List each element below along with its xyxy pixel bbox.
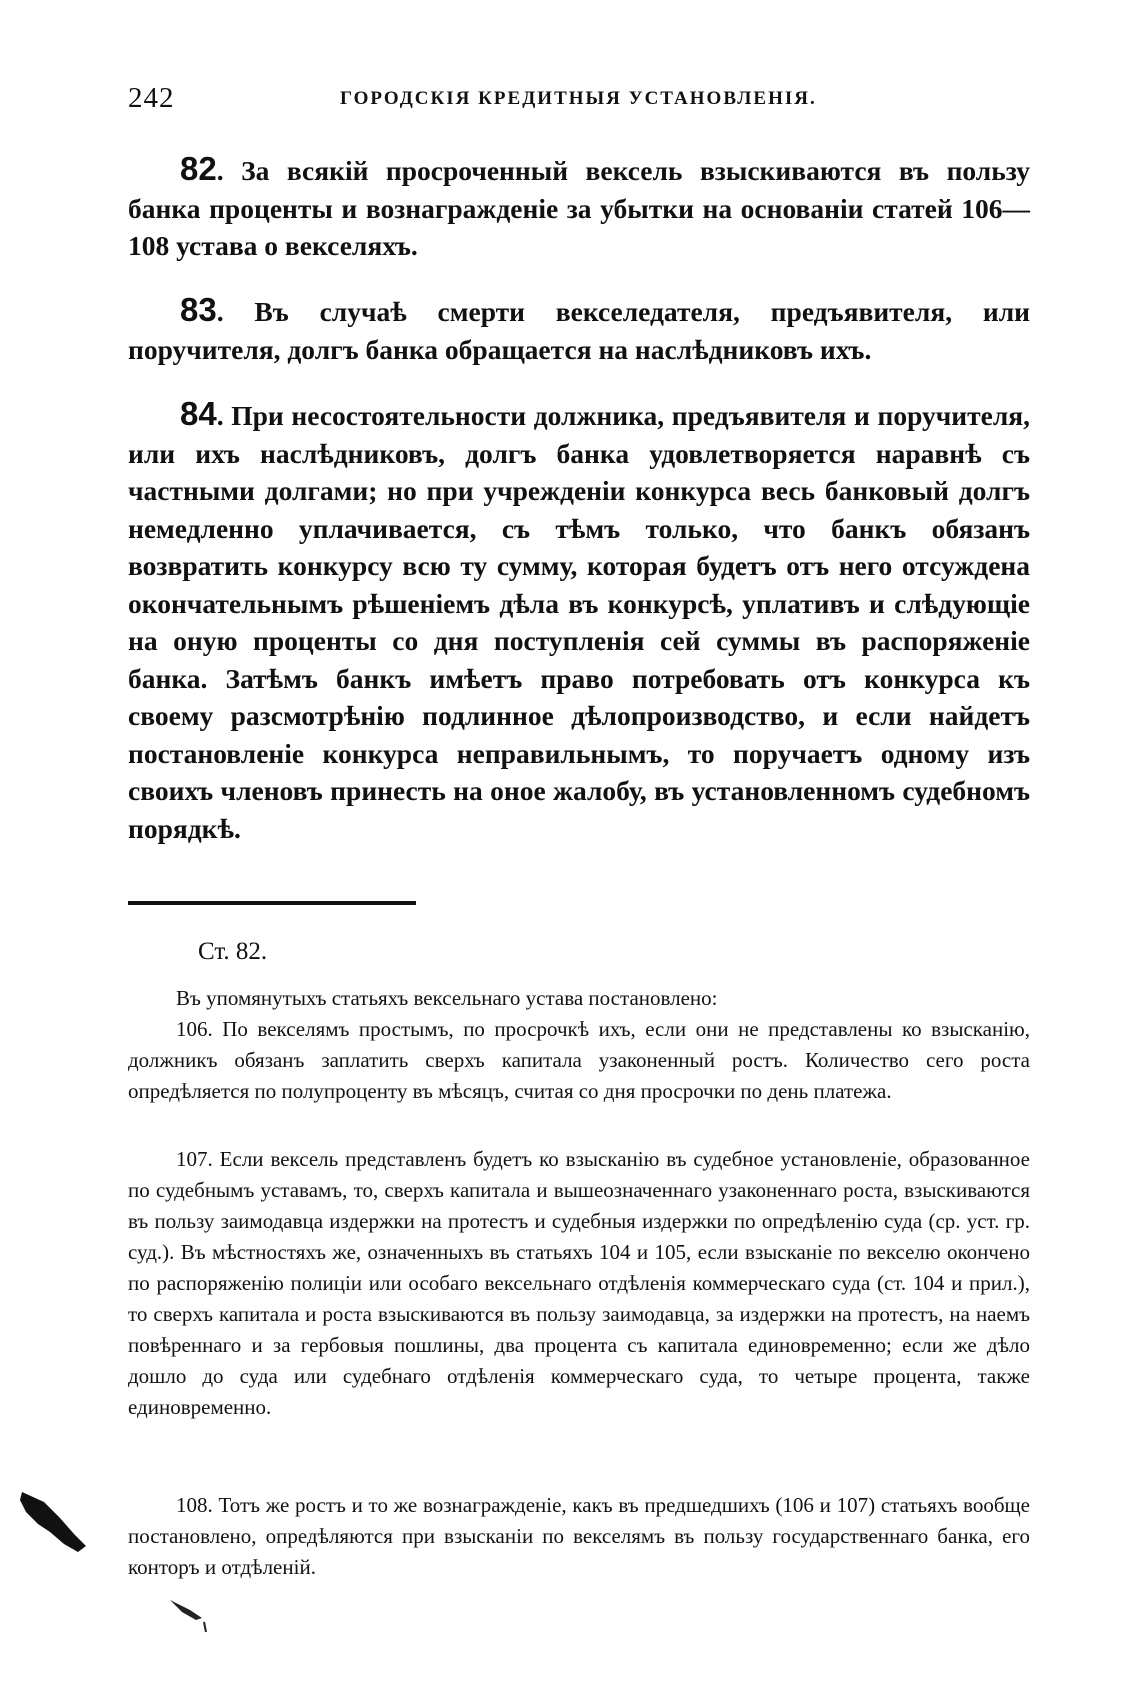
article-text: При несостоятельности должника, предъявителя и поручителя, или ихъ наслѣдниковъ, долгъ банка удовлетворяется наравнѣ съ частными долгами; но при учрежденіи конкурса весь банковый долгъ немедленно уплачивается, съ тѣмъ только, что банкъ обязанъ возвратить конкурсу всю ту сумму, которая будетъ отъ него отсуждена окончательнымъ рѣшеніемъ дѣла въ конкурсѣ, уплативъ и слѣдующіе на оную проценты со дня поступленія сей суммы въ распоряженіе банка. Затѣмъ банкъ имѣетъ право потребовать отъ конкурса къ своему разсмотрѣнію подлинное дѣлопроизводство, и если найдетъ постановленіе конкурса неправильнымъ, то поручаетъ одному изъ своихъ членовъ принесть на оное жалобу, въ установленномъ судебномъ порядкѣ. [128,400,1030,844]
article-text: Въ случаѣ смерти векселедателя, предъявителя, или поручителя, долгъ банка обращается на наслѣдниковъ ихъ. [128,296,1030,365]
ink-stroke-mark [168,1596,218,1636]
page-header [128,82,1028,122]
ink-smudge-mark [14,1488,94,1558]
footnote-paragraph-108: 108. Тотъ же ростъ и то же вознагражденіе, какъ въ предшедшихъ (106 и 107) статьяхъ вообще постановлено, опредѣляются при взысканіи по векселямъ въ пользу государственнаго банка, его конторъ и отдѣленій. [128,1493,1030,1579]
article-number: 82 [180,150,217,187]
article-number: 84 [180,395,217,432]
article-text: За всякій просроченный вексель взыскиваются въ пользу банка проценты и вознагражденіе за убытки на основаніи статей 106—108 устава о векселяхъ. [128,155,1030,261]
article-84: 84. При несостоятельности должника, предъявителя и поручителя, или ихъ наслѣдниковъ, долгъ банка удовлетворяется наравнѣ съ частными долгами; но при учрежденіи конкурса весь банковый долгъ немедленно уплачивается, съ тѣмъ только, что банкъ обязанъ возвратить конкурсу всю ту сумму, которая будетъ отъ него отсуждена окончательнымъ рѣшеніемъ дѣла въ конкурсѣ, уплативъ и слѣдующіе на оную проценты со дня поступленія сей суммы въ распоряженіе банка. Затѣмъ банкъ имѣетъ право потребовать отъ конкурса къ своему разсмотрѣнію подлинное дѣлопроизводство, и если найдетъ постановленіе конкурса неправильнымъ, то поручаетъ одному изъ своихъ членовъ принесть на оное жалобу, въ установленномъ судебномъ порядкѣ. [128,395,1030,844]
footnote-paragraph-106: 106. По векселямъ простымъ, по просрочкѣ ихъ, если они не представлены ко взысканію, должникъ обязанъ заплатить сверхъ капитала узаконенный ростъ. Количество сего роста опредѣляется по полупроценту въ мѣсяцъ, считая со дня просрочки по день платежа. [128,1017,1030,1103]
footnote-paragraph-107: 107. Если вексель представленъ будетъ ко взысканію въ судебное установленіе, образованное по судебнымъ уставамъ, то, сверхъ капитала и вышеозначеннаго узаконеннаго роста, взыскиваются въ пользу заимодавца издержки на протестъ и судебныя издержки по опредѣленію суда (ср. уст. гр. суд.). Въ мѣстностяхъ же, означенныхъ въ статьяхъ 104 и 105, если взысканіе по векселю окончено по распоряженію полиціи или особаго вексельнаго отдѣленія коммерческаго суда (ст. 104 и прил.), то сверхъ капитала и роста взыскиваются въ пользу заимодавца, за издержки на протестъ, на наемъ повѣреннаго и за гербовыя пошлины, два процента съ капитала единовременно; если же дѣло дошло до суда или судебнаго отдѣленія коммерческаго суда, то четыре процента, также единовременно. [128,1147,1030,1419]
article-82: 82. За всякій просроченный вексель взыскиваются въ пользу банка проценты и вознагражденіе за убытки на основаніи статей 106—108 устава о векселяхъ. [128,150,1030,261]
running-title: ГОРОДСКІЯ КРЕДИТНЫЯ УСТАНОВЛЕНІЯ. [340,88,817,109]
article-83: 83. Въ случаѣ смерти векселедателя, предъявителя, или поручителя, долгъ банка обращается на наслѣдниковъ ихъ. [128,291,1030,365]
page-number: 242 [128,82,175,114]
footnote-intro: Въ упомянутыхъ статьяхъ вексельнаго устава постановлено: [176,986,718,1010]
footnote-divider [128,901,416,905]
article-number: 83 [180,291,217,328]
footnote-heading: Ст. 82. [198,938,268,965]
